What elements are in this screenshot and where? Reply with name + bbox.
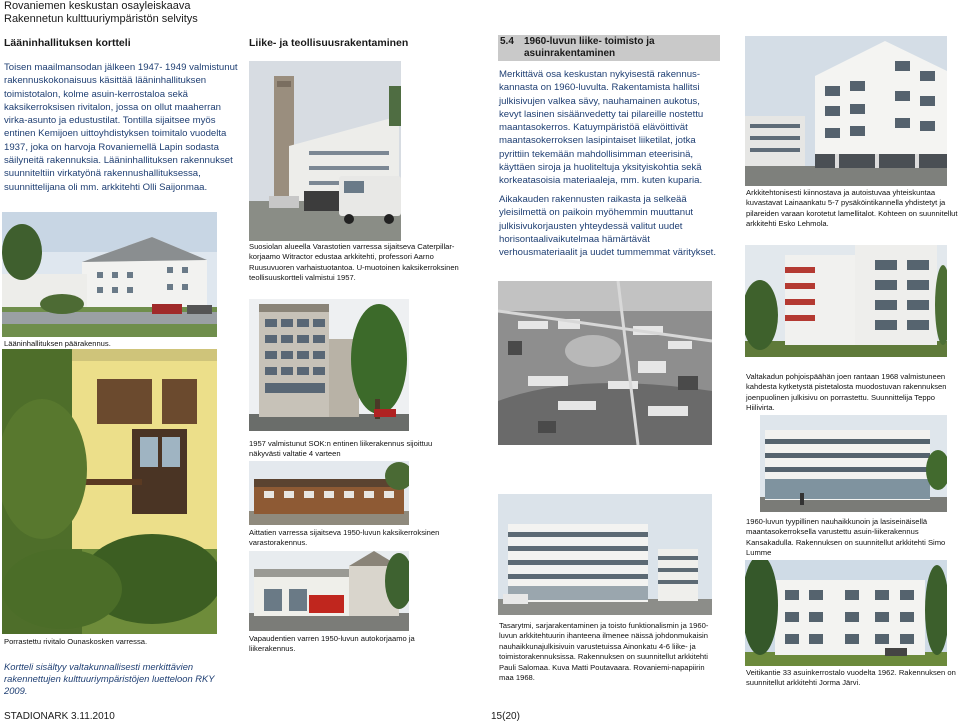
page-number: 15(20): [491, 711, 520, 722]
caption-lääninhallitus-main: Lääninhallituksen päärakennus.: [4, 339, 111, 348]
photo-varastorakennus: [249, 461, 409, 525]
photo-valtakatu-pistetalo: [745, 245, 947, 357]
caption-sok: 1957 valmistunut SOK:n entinen liikerakennus sijoittuu näkyvästi valtatie 4 varteen: [249, 439, 433, 459]
caption-rivitalo: Porrastettu rivitalo Ounaskosken varressa.: [4, 637, 148, 646]
photo-aerial-view: [498, 281, 712, 445]
footer-left: STADIONARK 3.11.2010: [4, 711, 115, 722]
caption-lainaankatu: Arkkitehtonisesti kiinnostava ja autoistuvaa yhteiskuntaa kuvastavat Lainaankatu 5-7 pysäköintikannella yhdistetyt ja pilareiden varaan korotetut lamellitalot. Kohteen on suunnitellut arkkitehti Esko Lehmola.: [746, 188, 958, 229]
caption-caterpillar: Suosiolan alueella Varastotien varressa sijaitseva Caterpillar-korjaamo Witractor edustaa arkkitehti, professori Aarno Ruusuvuoren varhaistuotantoa. U-muotoinen kaksikerroksinen teollisuuskortteli valmistui 1957.: [249, 242, 459, 283]
photo-sok-building: [249, 299, 409, 431]
header-line-1: Rovaniemen keskustan osayleiskaava: [4, 0, 191, 12]
caption-ainonkatu: Tasarytmi, sarjarakentaminen ja toisto funktionalismin ja 1960-luvun arkkitehtuurin ihanteena ilmenee näissä johdonmukaisin nauhaikkunajulkisivuin varustetuissa Ainonkatu 4-6 liike- ja toimistorakennuksissa. Rakennuksen on suunnitellut arkkitehti Pauli Salomaa. Kuva Matti Poutavaara. Rovaniemi-napapiirin maa 1968.: [499, 621, 709, 683]
photo-ainonkatu-buildings: [498, 494, 712, 615]
section-title-lääninhallitus: Lääninhallituksen kortteli: [4, 37, 131, 49]
photo-kansakatu: [760, 415, 947, 512]
caption-varasto: Aittatien varressa sijaitseva 1950-luvun kaksikerroksinen varastorakennus.: [249, 528, 440, 548]
photo-autokorjaamo: [249, 551, 409, 631]
section-title-line-2: asuinrakentaminen: [524, 48, 616, 59]
col3-body-text-1: Merkittävä osa keskustan nykyisestä rakennus-kannasta on 1960-luvulta. Rakentamista hallitsi julkisivujen valkea sävy, nauhamainen aukotus, kevyt lasinen sisäänvedetty tai pilareille nostettu maantasokerros. Katuympäristöä elävöittivät maantasokerroksen lasipintaiset liiketilat, jotka pyrittiin tekemään mahdollisimman eteerisinä, käyttäen siroja ja huoliteltuja yksityiskohtia sekä korkeatasoisia materiaaleja, mm. kuten kuparia.: [499, 69, 704, 187]
caption-kansakatu: 1960-luvun tyypillinen nauhaikkunoin ja lasiseinäisellä maantasokerroksella varustettu asuin-liikerakennus Kansakadulla. Rakennuksen on suunnitellut arkkitehti Simo Lumme: [746, 517, 946, 558]
caption-autokorjaamo: Vapaudentien varren 1950-luvun autokorjaamo ja liikerakennus.: [249, 634, 415, 654]
section-title-line-1: 1960-luvun liike- toimisto ja: [524, 36, 655, 47]
col1-body-text: Toisen maailmansodan jälkeen 1947- 1949 valmistunut rakennuskokonaisuus käsittää lääninhallituksen toimistotalon, kolme asuin-kerrostaloa sekä kaksikerroksisen rivitalon, jossa on ollut maaherran virka-asunto ja edustustilat. Tontilla sijaitsee myös entinen Kemijoen uittoyhdistyksen toimitalo vuodelta 1937, joka on harvoja Rovaniemellä Lapin sodasta säilyneitä rakennuksia. Lääninhallituksen rakennukset suunniteltiin virkatyönä rakennushallituksessa, suunnittelijana oli mm. arkkitehti Olli Saijonmaa.: [4, 62, 238, 193]
photo-caterpillar-korjaamo: [249, 61, 401, 241]
section-title-liike-teollisuus: Liike- ja teollisuusrakentaminen: [249, 37, 409, 49]
photo-veitikantie: [745, 560, 947, 666]
caption-valtakatu: Valtakadun pohjoispäähän joen rantaan 1968 valmistuneen kahdesta kytketystä pistetalosta muodostuvan rakennuksen joenpuolinen julkisivu on porrastettu. Suunnittelija Teppo Hiilivirta.: [746, 372, 947, 413]
section-title-1960: [524, 36, 655, 60]
rky-note: Kortteli sisältyy valtakunnallisesti merkittävien rakennettujen kulttuuriympäristöjen luetteloon RKY 2009.: [4, 661, 215, 697]
col3-body-text-2: Aikakauden rakennusten raikasta ja selkeää yleisilmettä on paikoin myöhemmin muuttanut julkisivukorjausten yhteydessä valitut uudet horisontaalivaikutelmaa hämärtävät verhousmateriaalit ja uudet tummemmat väritykset.: [499, 194, 717, 259]
section-number: 5.4: [500, 36, 514, 47]
photo-lainaankatu: [745, 36, 947, 186]
caption-veitikantie: Veitikantie 33 asuinkerrostalo vuodelta 1962. Rakennuksen on suunnitellut arkkitehti Jorma Järvi.: [746, 668, 956, 688]
header-line-2: Rakennetun kulttuuriympäristön selvitys: [4, 13, 198, 25]
photo-lääninhallitus-building: [2, 212, 217, 337]
photo-rivitalo: [2, 349, 217, 634]
document-header: [4, 0, 198, 26]
